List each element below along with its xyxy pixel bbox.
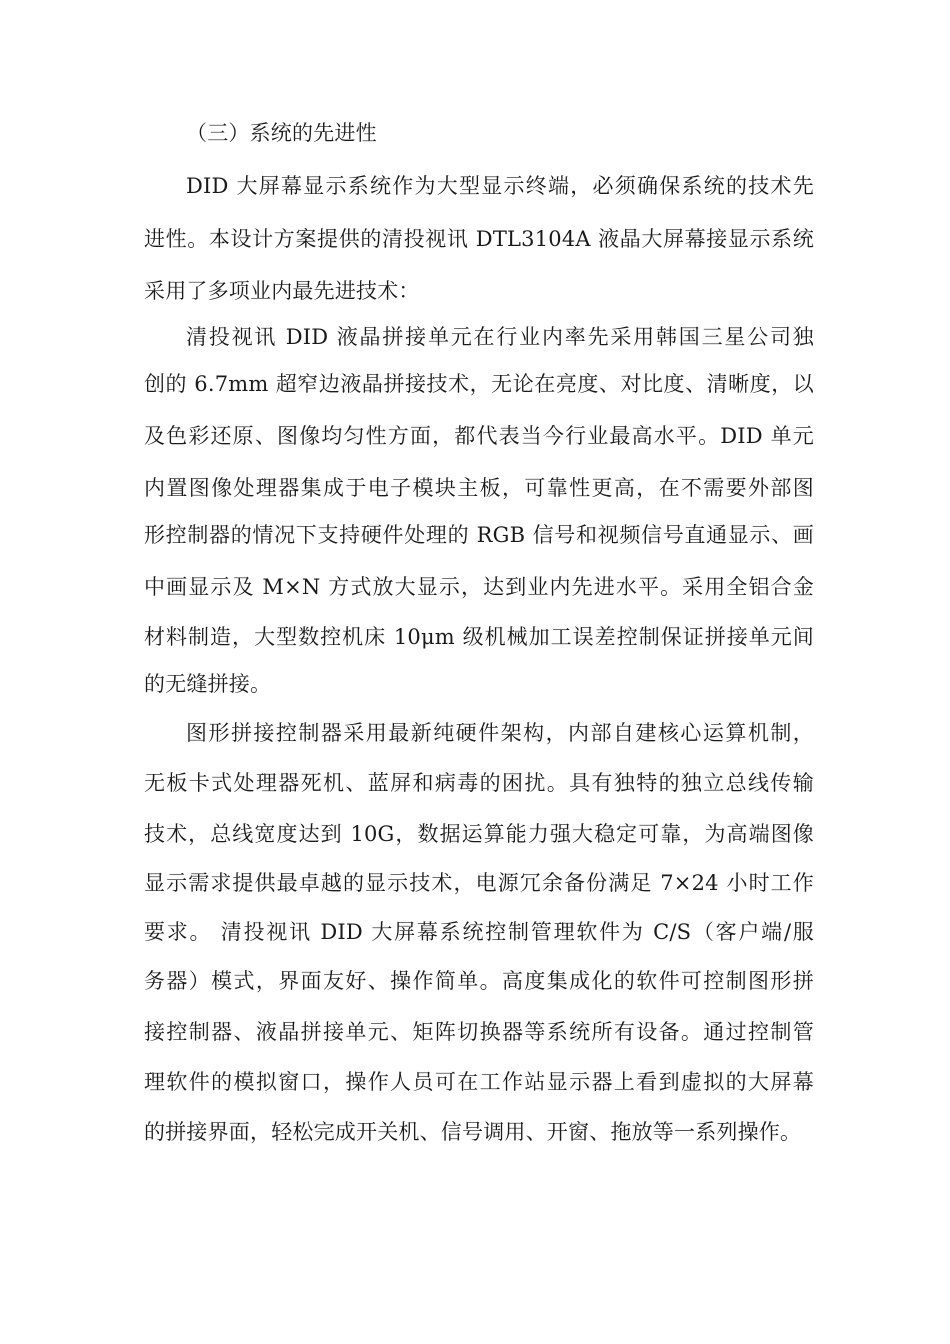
paragraph-2-line-5: 形控制器的情况下支持硬件处理的 RGB 信号和视频信号直通显示、画	[144, 523, 814, 547]
paragraph-2-line-3: 及色彩还原、图像均匀性方面，都代表当今行业最高水平。DID 单元	[144, 424, 814, 448]
paragraph-2-line-2: 创的 6.7mm 超窄边液晶拼接技术，无论在亮度、对比度、清晰度，以	[144, 372, 814, 396]
paragraph-3-line-6: 务器）模式，界面友好、操作简单。高度集成化的软件可控制图形拼	[144, 969, 814, 993]
paragraph-3-line-8: 理软件的模拟窗口，操作人员可在工作站显示器上看到虚拟的大屏幕	[144, 1070, 814, 1094]
paragraph-1-line-2: 进性。本设计方案提供的清投视讯 DTL3104A 液晶大屏幕接显示系统	[144, 227, 814, 251]
paragraph-3-line-2: 无板卡式处理器死机、蓝屏和病毒的困扰。具有独特的独立总线传输	[144, 771, 814, 795]
section-heading: （三）系统的先进性	[186, 121, 377, 145]
paragraph-2-line-7: 材料制造，大型数控机床 10μm 级机械加工误差控制保证拼接单元间	[144, 625, 814, 649]
paragraph-3-line-3: 技术，总线宽度达到 10G，数据运算能力强大稳定可靠，为高端图像	[144, 822, 814, 846]
paragraph-2-line-4: 内置图像处理器集成于电子模块主板，可靠性更高，在不需要外部图	[144, 476, 814, 500]
paragraph-2-line-6: 中画显示及 M×N 方式放大显示，达到业内先进水平。采用全铝合金	[144, 575, 814, 599]
paragraph-3-line-4: 显示需求提供最卓越的显示技术，电源冗余备份满足 7×24 小时工作	[144, 871, 814, 895]
paragraph-3-line-7: 接控制器、液晶拼接单元、矩阵切换器等系统所有设备。通过控制管	[144, 1020, 814, 1044]
paragraph-1-line-3: 采用了多项业内最先进技术：	[144, 279, 420, 303]
paragraph-3-line-1: 图形拼接控制器采用最新纯硬件架构，内部自建核心运算机制，	[186, 721, 814, 745]
paragraph-1-line-1: DID 大屏幕显示系统作为大型显示终端，必须确保系统的技术先	[186, 174, 814, 198]
paragraph-2-line-8: 的无缝拼接。	[144, 672, 272, 696]
paragraph-3-line-9: 的拼接界面，轻松完成开关机、信号调用、开窗、拖放等一系列操作。	[144, 1120, 802, 1144]
paragraph-2-line-1: 清投视讯 DID 液晶拼接单元在行业内率先采用韩国三星公司独	[186, 325, 814, 349]
paragraph-3-line-5: 要求。 清投视讯 DID 大屏幕系统控制管理软件为 C/S（客户端/服	[144, 920, 814, 944]
